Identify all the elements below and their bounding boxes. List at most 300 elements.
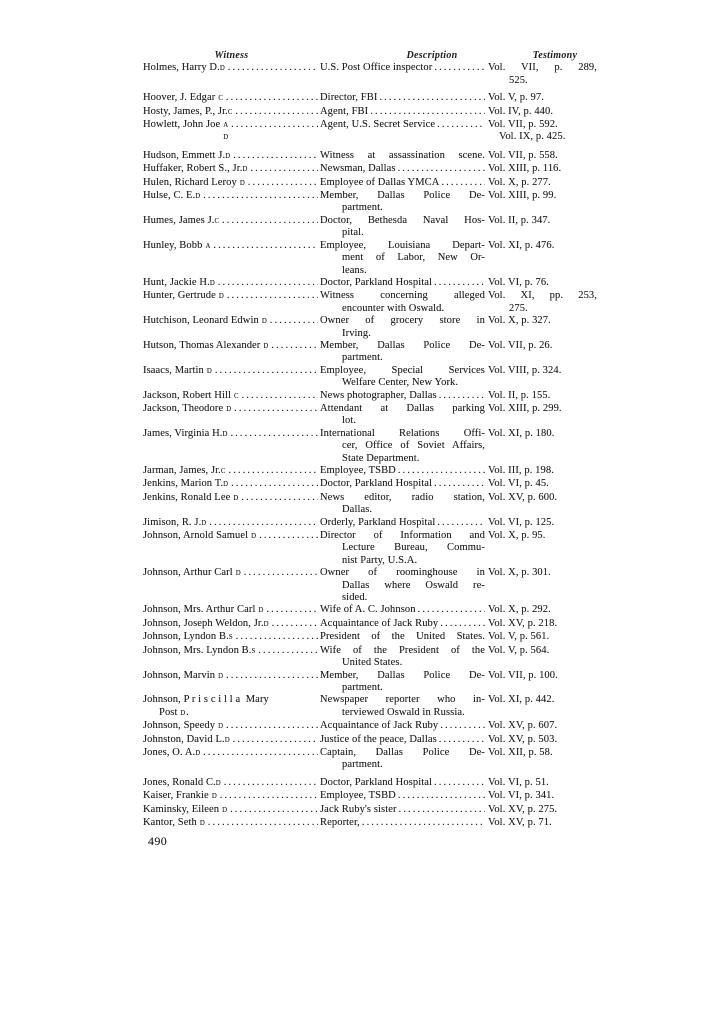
testimony-line: Vol. X, p. 292. [488, 604, 551, 616]
description-cell [320, 119, 488, 145]
witness-superscript: D [261, 318, 268, 326]
description-line [320, 177, 485, 189]
witness-line [143, 618, 318, 631]
description-text: Jack Ruby's sister [320, 803, 397, 815]
testimony-cell [488, 777, 598, 790]
description-text: Agent, FBI [320, 105, 369, 117]
witness-line [143, 390, 318, 403]
testimony-cell [488, 492, 598, 517]
description-line: Owner of grocery store in [320, 315, 485, 327]
witness-line [143, 403, 318, 416]
dot-leader [207, 517, 318, 529]
witness-cell [143, 804, 320, 817]
testimony-cell [488, 817, 598, 830]
witness-name: Jenkins, Marion T. [143, 478, 224, 490]
description-line: Welfare Center, New York. [342, 377, 459, 389]
witness-name: Hunley, Bobb [143, 239, 203, 251]
description-line: Member, Dallas Police De- [320, 190, 485, 202]
witness-superscript: D [239, 179, 246, 187]
testimony-cell [488, 804, 598, 817]
column-header-witness: Witness [214, 50, 249, 61]
description-text: Reporter, [320, 816, 360, 828]
witness-name: Howlett, John Joe [143, 119, 221, 131]
dot-leader [216, 277, 318, 289]
description-cell [320, 670, 488, 695]
description-cell [320, 530, 488, 567]
witness-line [143, 517, 318, 530]
description-text: U.S. Post Office inspector [320, 62, 433, 74]
dot-leader [201, 190, 318, 202]
witness-cell [143, 465, 320, 478]
testimony-line: Vol. XV, p. 275. [488, 803, 558, 815]
testimony-cell [488, 567, 598, 604]
testimony-line: Vol. VI, p. 341. [488, 790, 555, 802]
witness-superscript: D [206, 367, 213, 375]
witness-cell [143, 277, 320, 290]
table-row [143, 618, 598, 631]
testimony-line: Vol. X, p. 327. [488, 315, 551, 327]
testimony-cell [488, 478, 598, 491]
dot-leader [239, 492, 318, 504]
witness-name: Hunt, Jackie H. [143, 276, 210, 288]
testimony-line: Vol. VI, p. 45. [488, 478, 549, 490]
description-line: Employee, Special Services [320, 364, 485, 376]
dot-leader [432, 277, 485, 289]
dot-leader [218, 790, 318, 802]
witness-cell [143, 403, 320, 428]
testimony-cell [488, 119, 598, 145]
description-line: United States. [342, 657, 403, 669]
dot-leader [226, 465, 318, 477]
description-line [320, 163, 485, 175]
description-text: Acquaintance of Jack Ruby [320, 617, 439, 629]
witness-line [143, 150, 318, 163]
description-line: Captain, Dallas Police De- [320, 746, 485, 758]
witness-line [143, 163, 318, 176]
description-cell [320, 290, 488, 315]
witness-line-continuation [143, 707, 318, 720]
dot-leader [228, 804, 318, 816]
witness-line [143, 604, 318, 617]
witness-cell [143, 163, 320, 176]
witness-name: Johnson, Speedy [143, 720, 216, 732]
witness-superscript: D [233, 494, 240, 502]
witness-superscript: D [258, 607, 265, 615]
witness-superscript: D [251, 533, 258, 541]
testimony-cell [488, 530, 598, 567]
table-row [143, 478, 598, 491]
description-line [320, 517, 485, 529]
description-line [320, 465, 485, 477]
testimony-line: Vol. II, p. 347. [488, 214, 551, 226]
witness-superscript: C [218, 95, 224, 103]
witness-cell [143, 177, 320, 190]
description-cell [320, 734, 488, 747]
testimony-line: Vol. X, p. 95. [488, 530, 546, 542]
dot-leader [264, 604, 318, 616]
description-line: Member, Dallas Police De- [320, 339, 485, 351]
description-cell [320, 618, 488, 631]
description-line: Wife of the President of the [320, 644, 485, 656]
testimony-cell [488, 720, 598, 733]
witness-name: Johnston, David L. [143, 733, 225, 745]
testimony-cell [488, 670, 598, 695]
dot-leader [233, 106, 318, 118]
description-line: Member, Dallas Police De- [320, 669, 485, 681]
description-text: Wife of A. C. Johnson [320, 604, 416, 616]
witness-line [143, 190, 318, 203]
table-row [143, 62, 598, 87]
witness-line [143, 119, 318, 145]
dot-leader [225, 290, 318, 302]
dot-leader [437, 390, 485, 402]
witness-superscript: D [226, 405, 233, 413]
description-line [320, 790, 485, 802]
table-row [143, 517, 598, 530]
column-header-description: Description [406, 50, 458, 61]
witness-cell [143, 428, 320, 465]
testimony-cell [488, 340, 598, 365]
testimony-line: Vol. VII, p. 558. [488, 149, 558, 161]
table-row [143, 734, 598, 747]
witness-cell [143, 106, 320, 119]
description-line [320, 390, 485, 402]
testimony-cell [488, 390, 598, 403]
description-text: Orderly, Parkland Hospital [320, 516, 436, 528]
dot-leader [222, 777, 318, 789]
description-line: pital. [342, 227, 364, 239]
description-cell [320, 604, 488, 617]
witness-cell [143, 777, 320, 790]
dot-leader [224, 92, 318, 104]
testimony-cell [488, 790, 598, 803]
witness-name: Johnson, Marvin [143, 669, 216, 681]
dot-leader [268, 315, 318, 327]
dot-leader [226, 62, 318, 74]
witness-superscript: D [242, 166, 249, 174]
testimony-cell [488, 106, 598, 119]
witness-line [143, 92, 318, 105]
dot-leader [377, 92, 485, 104]
table-row [143, 340, 598, 365]
witness-name: Johnson, Mrs. Lyndon B. [143, 644, 252, 656]
dot-leader [248, 163, 318, 175]
description-line: Director of Information and [320, 530, 485, 542]
testimony-line: Vol. VII, p. 26. [488, 339, 553, 351]
testimony-line: Vol. VIII, p. 324. [488, 364, 562, 376]
description-line: Witness at assassination scene. [320, 149, 485, 161]
dot-leader [231, 734, 318, 746]
description-line [320, 720, 485, 732]
witness-name: Jones, O. A. [143, 746, 196, 758]
description-line: lot. [342, 415, 357, 427]
witness-superscript: D [224, 736, 231, 744]
table-row [143, 119, 598, 145]
testimony-cell [488, 163, 598, 176]
witness-name: Kaiser, Frankie [143, 790, 209, 802]
witness-line [143, 290, 318, 303]
witness-name: Hulse, C. E. [143, 190, 196, 202]
witness-cell [143, 92, 320, 105]
description-line [320, 92, 485, 104]
table-row [143, 277, 598, 290]
witness-line [143, 465, 318, 478]
witness-name: Kantor, Seth [143, 816, 197, 828]
testimony-line: Vol. X, p. 301. [488, 567, 551, 579]
description-text: News photographer, Dallas [320, 389, 437, 401]
description-cell [320, 365, 488, 390]
testimony-line: Vol. XI, p. 442. [488, 694, 555, 706]
testimony-line: Vol. VII, p. 592. [488, 119, 558, 131]
description-cell [320, 694, 488, 720]
witness-superscript: D [235, 570, 242, 578]
witness-cell [143, 694, 320, 720]
description-cell [320, 804, 488, 817]
witness-cell [143, 747, 320, 772]
witness-line [143, 645, 318, 658]
description-cell [320, 106, 488, 119]
testimony-cell [488, 92, 598, 105]
table-row [143, 645, 598, 670]
table-row [143, 315, 598, 340]
witness-name: Isaacs, Martin [143, 364, 204, 376]
table-row [143, 240, 598, 277]
witness-name: Jackson, Robert Hill [143, 389, 232, 401]
dot-leader [229, 478, 318, 490]
witness-line [143, 567, 318, 580]
description-line: encounter with Oswald. [342, 302, 445, 314]
witness-line [143, 631, 318, 644]
description-text: Doctor, Parkland Hospital [320, 276, 433, 288]
witness-name: Jones, Ronald C. [143, 776, 216, 788]
dot-leader [438, 618, 485, 630]
witness-cell [143, 631, 320, 644]
witness-name: Hosty, James, P., Jr. [143, 105, 228, 117]
witness-line [143, 478, 318, 491]
dot-leader [213, 365, 318, 377]
witness-line [143, 365, 318, 378]
witness-superscript: A [205, 242, 212, 250]
dot-leader [439, 177, 485, 189]
testimony-line: Vol. XIII, p. 299. [488, 402, 562, 414]
description-cell [320, 390, 488, 403]
witness-cell [143, 790, 320, 803]
testimony-line: Vol. V, p. 97. [488, 92, 544, 104]
table-row [143, 428, 598, 465]
witness-name: Humes, James J. [143, 214, 215, 226]
description-line [320, 618, 485, 630]
description-line: Doctor, Bethesda Naval Hos- [320, 214, 485, 226]
witness-line [143, 62, 318, 75]
witness-line [143, 817, 318, 830]
witness-cell [143, 290, 320, 315]
witness-cell [143, 315, 320, 340]
description-cell [320, 340, 488, 365]
table-row [143, 631, 598, 644]
table-row [143, 92, 598, 105]
testimony-cell [488, 62, 598, 87]
testimony-line: Vol. XIII, p. 99. [488, 190, 557, 202]
dot-leader [206, 817, 318, 829]
dot-leader [224, 670, 318, 682]
description-line: terviewed Oswald in Russia. [342, 706, 465, 718]
testimony-line: Vol. XV, p. 503. [488, 733, 558, 745]
testimony-cell [488, 604, 598, 617]
testimony-cell [488, 365, 598, 390]
testimony-cell [488, 428, 598, 465]
testimony-cell [488, 290, 598, 315]
witness-line [143, 530, 318, 543]
table-row [143, 604, 598, 617]
table-row [143, 215, 598, 240]
dot-leader [432, 777, 485, 789]
description-line: Dallas. [342, 504, 373, 516]
table-row [143, 694, 598, 720]
witness-cell [143, 734, 320, 747]
description-cell [320, 645, 488, 670]
witness-cell [143, 150, 320, 163]
description-text: Acquaintance of Jack Ruby [320, 720, 439, 732]
witness-name: Hunter, Gertrude [143, 290, 216, 302]
witness-superscript: D [218, 293, 225, 301]
description-line: partment. [342, 681, 383, 693]
witness-name: Johnson, Arthur Carl [143, 567, 233, 579]
description-cell [320, 92, 488, 105]
dot-leader [270, 618, 318, 630]
description-text: Employee, TSBD [320, 465, 396, 476]
description-line: International Relations Offi- [320, 427, 485, 439]
table-row [143, 290, 598, 315]
description-cell [320, 777, 488, 790]
testimony-cell [488, 240, 598, 277]
dot-leader [211, 240, 318, 252]
testimony-line: Vol. XV, p. 600. [488, 491, 558, 503]
dot-leader [432, 478, 485, 490]
description-cell [320, 163, 488, 176]
testimony-line: Vol. VI, p. 51. [488, 776, 549, 788]
description-cell [320, 240, 488, 277]
dot-leader [229, 119, 318, 131]
witness-cell [143, 390, 320, 403]
table-row [143, 720, 598, 733]
description-line [320, 604, 485, 616]
witness-superscript: D [195, 193, 202, 201]
testimony-line: Vol. XI, pp. 253, [488, 290, 597, 302]
witness-superscript: D [222, 430, 229, 438]
witness-line [143, 428, 318, 441]
description-line: ment of Labor, New Or- [342, 252, 485, 264]
description-line: Attendant at Dallas parking [320, 402, 485, 414]
table-row [143, 530, 598, 567]
testimony-line: Vol. X, p. 277. [488, 176, 551, 188]
witness-superscript: D [218, 723, 225, 731]
description-cell [320, 315, 488, 340]
witness-cell [143, 567, 320, 604]
description-text: Newsman, Dallas [320, 163, 396, 175]
witness-superscript: A D [223, 122, 230, 142]
witness-name-continuation: Post [159, 706, 181, 718]
witness-line [143, 670, 318, 683]
witness-line [143, 106, 318, 119]
witness-cell [143, 365, 320, 390]
description-line [320, 119, 485, 131]
witness-name: Johnson, P r i s c i l l a Mary [143, 694, 269, 706]
table-row [143, 150, 598, 163]
dot-leader [220, 215, 318, 227]
witness-cell [143, 62, 320, 87]
description-line: nist Party, U.S.A. [342, 554, 418, 566]
dot-leader [432, 62, 485, 74]
table-body [143, 62, 598, 830]
witness-superscript: C [214, 217, 221, 225]
witness-cell [143, 478, 320, 491]
description-line [320, 804, 485, 816]
testimony-line: Vol. VI, p. 76. [488, 276, 549, 288]
table-row [143, 567, 598, 604]
witness-line [143, 277, 318, 290]
witness-cell [143, 670, 320, 695]
description-line: leans. [342, 264, 367, 276]
dot-leader [360, 817, 485, 829]
description-cell [320, 177, 488, 190]
table-header [143, 50, 598, 62]
testimony-line: Vol. XI, p. 476. [488, 239, 555, 251]
dot-leader [228, 428, 318, 440]
dot-leader [435, 119, 485, 131]
witness-name: Johnson, Mrs. Arthur Carl [143, 604, 256, 616]
dot-leader [257, 530, 318, 542]
description-cell [320, 790, 488, 803]
description-cell [320, 478, 488, 491]
witness-line [143, 340, 318, 353]
witness-superscript: D [211, 793, 218, 801]
testimony-cell [488, 734, 598, 747]
dot-leader [246, 177, 318, 189]
testimony-line: Vol. XII, p. 58. [488, 746, 553, 758]
witness-name: Hulen, Richard Leroy [143, 176, 237, 188]
table-row [143, 670, 598, 695]
description-cell [320, 465, 488, 478]
testimony-cell [488, 618, 598, 631]
description-text: Director, FBI [320, 92, 378, 104]
description-cell [320, 567, 488, 604]
witness-cell [143, 817, 320, 830]
witness-superscript: D [195, 749, 202, 757]
witness-superscript: D [223, 481, 230, 489]
dot-leader [368, 106, 485, 118]
table-row [143, 106, 598, 119]
table-row [143, 390, 598, 403]
description-line: sided. [342, 592, 368, 604]
witness-name: Johnson, Lyndon B. [143, 631, 229, 643]
description-line: partment. [342, 759, 383, 771]
witness-line [143, 215, 318, 228]
description-line: Irving. [342, 327, 371, 339]
description-line: Lecture Bureau, Commu- [342, 542, 485, 554]
testimony-cell [488, 177, 598, 190]
witness-cell [143, 119, 320, 145]
description-line [320, 62, 485, 74]
witness-cell [143, 240, 320, 277]
testimony-cell [488, 747, 598, 772]
table-row [143, 777, 598, 790]
witness-index-table [143, 50, 598, 830]
witness-superscript: D [263, 342, 270, 350]
witness-superscript: C [220, 468, 227, 475]
witness-cell [143, 645, 320, 670]
description-text: Agent, U.S. Secret Service [320, 119, 436, 131]
testimony-line: Vol. V, p. 561. [488, 631, 550, 643]
